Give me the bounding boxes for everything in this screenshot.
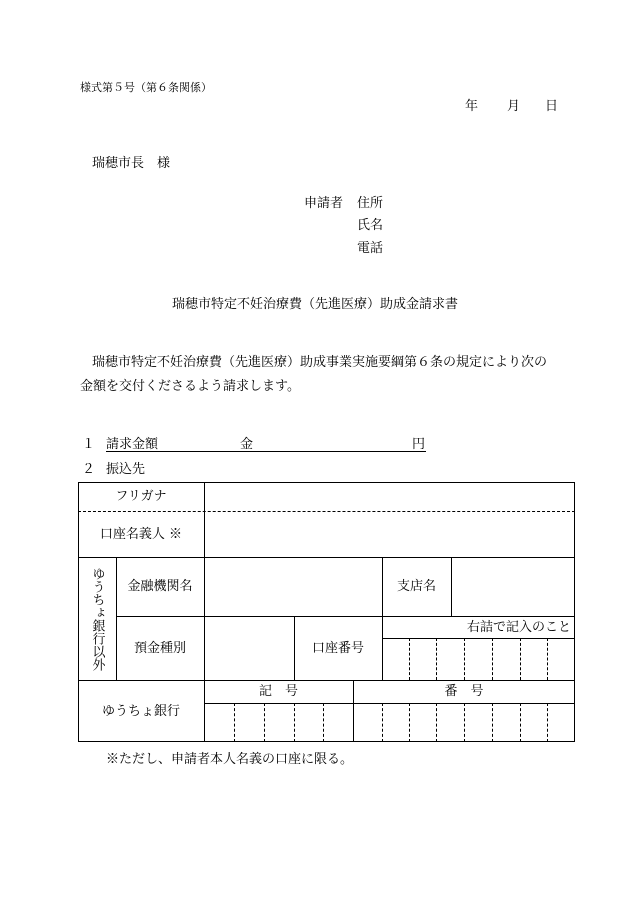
account-holder-label: 口座名義人 ※ (99, 526, 183, 542)
furigana-label: フリガナ (115, 489, 167, 504)
deposit-type-label: 預金種別 (133, 640, 186, 656)
form-number: 様式第５号（第６条関係） (80, 81, 212, 94)
body-line-2: 金額を交付くださるよう請求します。 (80, 379, 300, 394)
item2-number: ２ (82, 462, 96, 477)
item2-label: 振込先 (106, 462, 146, 477)
acct-digit-divider (492, 638, 493, 680)
bango-digit-divider (436, 703, 437, 742)
bank-name-label: 金融機関名 (127, 579, 193, 594)
bango-digit-divider (382, 703, 383, 742)
bango-digit-divider (409, 703, 410, 742)
col-divider-top (204, 482, 205, 557)
branch-name-label: 支店名 (396, 579, 436, 594)
page-title: 瑞穂市特定不妊治療費（先進医療）助成金請求書 (171, 297, 458, 312)
address-label: 住所 (357, 196, 384, 211)
acct-digit-divider (436, 638, 437, 680)
non-yucho-vertical-label: ゆうちょ銀行以外 (89, 566, 105, 671)
amount-kin: 金 (240, 437, 254, 452)
name-label: 氏名 (357, 218, 384, 233)
amount-yen: 円 (412, 437, 426, 452)
kigo-digit-divider (234, 703, 235, 742)
item1-number: １ (82, 437, 96, 452)
col-divider-main (204, 557, 205, 742)
bango-label: 番 号 (444, 684, 484, 699)
bango-digit-divider (520, 703, 521, 742)
item1-label: 請求金額 (106, 437, 159, 452)
body-line-1: 瑞穂市特定不妊治療費（先進医療）助成事業実施要綱第６条の規定により次の (92, 355, 548, 370)
acct-digit-divider (409, 638, 410, 680)
date-month-label: 月 (507, 99, 521, 114)
kigo-digit-divider (294, 703, 295, 742)
col-divider-branch-value (451, 557, 452, 616)
bango-digit-divider (464, 703, 465, 742)
yucho-bank-label: ゆうちょ銀行 (101, 703, 180, 719)
acct-digit-divider (464, 638, 465, 680)
bango-digit-divider (547, 703, 548, 742)
non-yucho-label-cell (78, 557, 116, 680)
footnote: ※ただし、申請者本人名義の口座に限る。 (106, 752, 354, 767)
kigo-digit-divider (323, 703, 324, 742)
kigo-digit-divider (264, 703, 265, 742)
right-align-note: 右詰で記入のこと (466, 619, 571, 635)
account-number-label: 口座番号 (311, 640, 364, 656)
kigo-label: 記 号 (258, 684, 298, 699)
addressee: 瑞穂市長 様 (92, 156, 171, 171)
date-day-label: 日 (545, 99, 559, 114)
acct-digit-divider (547, 638, 548, 680)
applicant-label: 申請者 (304, 196, 344, 211)
bango-digit-divider (492, 703, 493, 742)
date-year-label: 年 (465, 99, 479, 114)
acct-digit-divider (520, 638, 521, 680)
phone-label: 電話 (357, 241, 384, 256)
